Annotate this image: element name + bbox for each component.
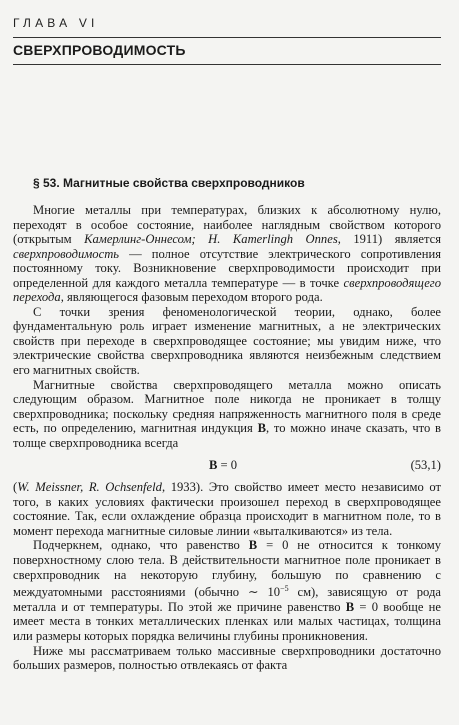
author-name: Камерлинг-Оннесом; H. Kamerlingh Onnes [84, 232, 338, 247]
formula-expression [209, 458, 237, 473]
exponent: −5 [280, 584, 289, 594]
text-span: , являющегося фазовым переходом второго рода. [60, 290, 323, 305]
display-formula [13, 450, 441, 480]
body-text [13, 203, 441, 673]
vector-symbol: B [257, 421, 266, 436]
header-rule-top [13, 37, 441, 38]
paragraph-1 [13, 203, 441, 305]
formula-rhs: = 0 [217, 458, 238, 473]
chapter-label: ГЛАВА VI [13, 16, 99, 30]
header-rule-bottom [13, 64, 441, 65]
paragraph-2: С точки зрения феноменологической теории, однако, более фундаментальную роль играет изменение магнитных, а не электрических свойств при переходе в сверхпроводящее состояние; мы увидим ниже, что электрические свойства сверхпроводника являются неизбежным следствием его магнитных свойств. [13, 304, 441, 378]
vector-symbol: B [209, 458, 218, 473]
vector-symbol: B [248, 538, 258, 553]
paragraph-4 [13, 480, 441, 538]
text-span: , 1911) является [337, 232, 442, 247]
equation-number: (53,1) [410, 458, 441, 473]
text-span: , то можно иначе сказать, что в толще сверхпроводника всегда [13, 421, 441, 450]
paragraph-6: Ниже мы рассматриваем только массивные сверхпроводники достаточно больших размеров, полностью отвлекаясь от факта [13, 643, 441, 673]
author-name: W. Meissner, R. Ochsenfeld [17, 480, 162, 495]
paragraph-3 [13, 378, 441, 451]
text-span: = 0 вообще не имеет места в тонких металлических пленках или малых частицах, толщина или размеры которых порядка величины глубины проникновения. [13, 599, 441, 643]
text-span: = 0 не относится к тонкому поверхностному слою тела. В действительности магнитное поле проникает в сверхпроводник на некоторую глубину, большую по сравнению с междуатомными расстояниями (обычно ∼ 10 [13, 538, 441, 600]
text-span: см), зависящую от рода металла и от температуры. По этой же причине равенство [13, 585, 441, 614]
vector-symbol: B [345, 599, 355, 614]
term-emphasis: сверхпроводящего перехода [13, 275, 441, 305]
text-span: Подчеркнем, однако, что равенство [33, 538, 249, 553]
paragraph-5 [13, 538, 441, 643]
chapter-title: СВЕРХПРОВОДИМОСТЬ [13, 42, 186, 58]
section-heading: § 53. Магнитные свойства сверхпроводников [33, 176, 305, 190]
text-span: Магнитные свойства сверхпроводящего металла можно описать следующим образом. Магнитное поле никогда не проникает в толщу сверхпроводника; поскольку средняя напряженность магнитного поля в среде есть, по определению, магнитная индукция [13, 377, 441, 436]
term-emphasis: сверхпроводимость [13, 246, 120, 261]
text-span: Многие металлы при температурах, близких к абсолютному нулю, переходят в особое состояние, наиболее наглядным свойством которого (открытым [13, 203, 441, 247]
text-span: , 1933). Это свойство имеет место независимо от того, в каких условиях фактически произошел переход в сверхпроводящее состояние. Так, если охлаждение образца происходит в магнитном поле, то в момент перехода магнитные силовые линии «выталкиваются» из тела. [13, 480, 442, 538]
text-span: ( [13, 480, 18, 495]
text-span: — полное отсутствие электрического сопротивления постоянному току. Возникновение сверхпроводимости происходит при определенной для каждого металла температуре — в точке [13, 246, 441, 290]
